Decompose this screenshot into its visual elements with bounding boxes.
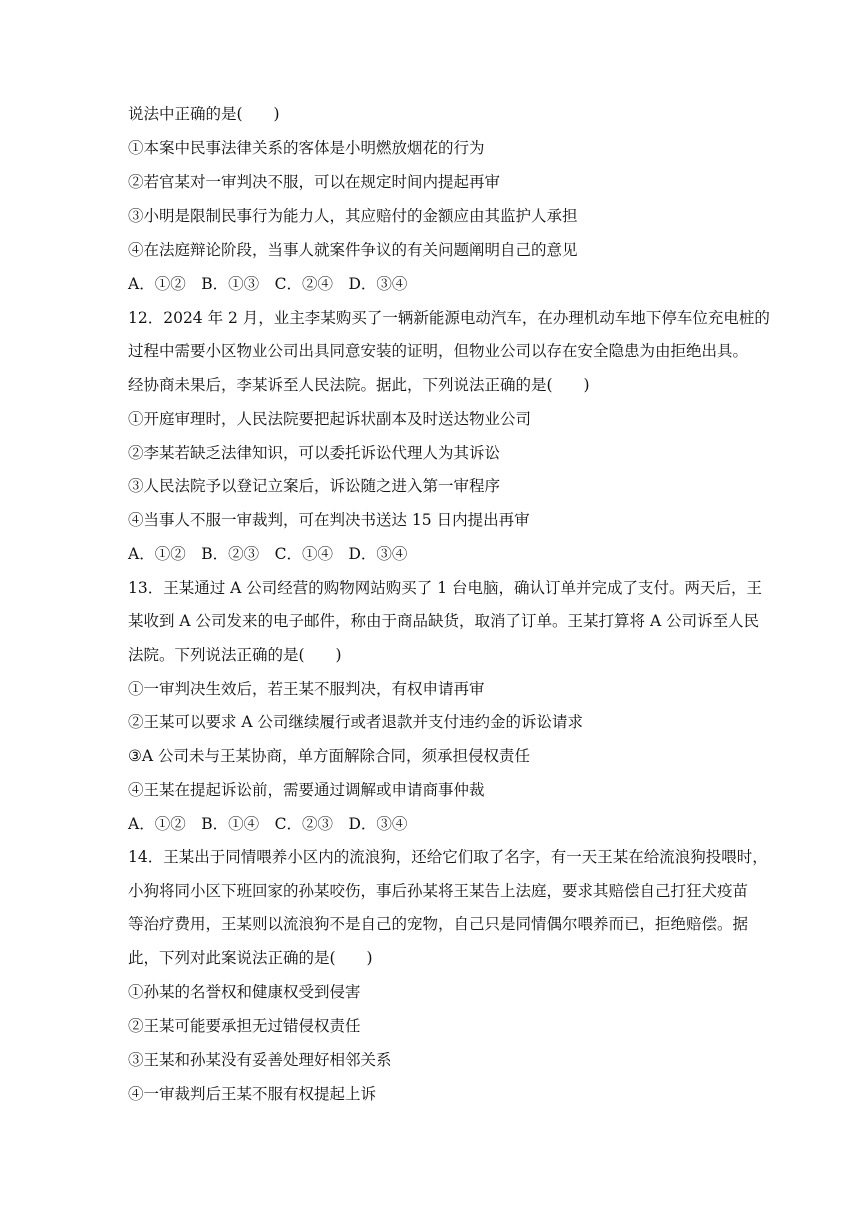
q11-stem-tail: 说法中正确的是( ) — [128, 105, 280, 123]
q12-answer-choices: A．①② B．②③ C．①④ D．③④ — [128, 545, 408, 563]
q12-stem-line-2: 过程中需要小区物业公司出具同意安装的证明，但物业公司以存在安全隐患为由拒绝出具。 — [128, 342, 749, 360]
q13-option-2: ②王某可以要求 A 公司继续履行或者退款并支付违约金的诉讼请求 — [128, 713, 584, 731]
q13-stem-line-1: 13．王某通过 A 公司经营的购物网站购买了 1 台电脑，确认订单并完成了支付。两天后，王 — [128, 579, 762, 597]
q13-option-3: ③A 公司未与王某协商，单方面解除合同，须承担侵权责任 — [128, 747, 531, 765]
q14-stem-line-3: 等治疗费用，王某则以流浪狗不是自己的宠物，自己只是同情偶尔喂养而已，拒绝赔偿。据 — [128, 915, 749, 933]
q14-stem-line-2: 小狗将同小区下班回家的孙某咬伤，事后孙某将王某告上法庭，要求其赔偿自己打狂犬疫苗 — [128, 882, 749, 900]
q14-option-1: ①孙某的名誉权和健康权受到侵害 — [128, 983, 361, 1001]
q13-option-1: ①一审判决生效后，若王某不服判决，有权申请再审 — [128, 680, 485, 698]
q14-stem-line-4: 此，下列对此案说法正确的是( ) — [128, 949, 373, 967]
q13-option-4: ④王某在提起诉讼前，需要通过调解或申请商事仲裁 — [128, 781, 485, 799]
q11-option-1: ①本案中民事法律关系的客体是小明燃放烟花的行为 — [128, 139, 485, 157]
q12-option-1: ①开庭审理时，人民法院要把起诉状副本及时送达物业公司 — [128, 410, 532, 428]
q11-option-3: ③小明是限制民事行为能力人，其应赔付的金额应由其监护人承担 — [128, 207, 578, 225]
q12-stem-line-3: 经协商未果后，李某诉至人民法院。据此，下列说法正确的是( ) — [128, 376, 590, 394]
q14-option-2: ②王某可能要承担无过错侵权责任 — [128, 1017, 361, 1035]
q14-option-3: ③王某和孙某没有妥善处理好相邻关系 — [128, 1051, 392, 1069]
q14-option-4: ④一审裁判后王某不服有权提起上诉 — [128, 1085, 377, 1103]
q13-stem-line-3: 法院。下列说法正确的是( ) — [128, 646, 342, 664]
q12-option-3: ③人民法院予以登记立案后，诉讼随之进入第一审程序 — [128, 477, 501, 495]
q12-stem-line-1: 12．2024 年 2 月，业主李某购买了一辆新能源电动汽车，在办理机动车地下停车位充电桩的 — [128, 309, 770, 327]
q12-option-4: ④当事人不服一审裁判，可在判决书送达 15 日内提出再审 — [128, 511, 530, 529]
q12-option-2: ②李某若缺乏法律知识，可以委托诉讼代理人为其诉讼 — [128, 444, 501, 462]
q11-answer-choices: A．①② B．①③ C．②④ D．③④ — [128, 275, 408, 293]
q13-stem-line-2: 某收到 A 公司发来的电子邮件，称由于商品缺货，取消了订单。王某打算将 A 公司诉至人民 — [128, 612, 760, 630]
q11-option-2: ②若官某对一审判决不服，可以在规定时间内提起再审 — [128, 173, 501, 191]
q14-stem-line-1: 14．王某出于同情喂养小区内的流浪狗，还给它们取了名字，有一天王某在给流浪狗投喂时， — [128, 848, 768, 866]
q13-answer-choices: A．①② B．①④ C．②③ D．③④ — [128, 815, 408, 833]
q11-option-4: ④在法庭辩论阶段，当事人就案件争议的有关问题阐明自己的意见 — [128, 241, 578, 259]
